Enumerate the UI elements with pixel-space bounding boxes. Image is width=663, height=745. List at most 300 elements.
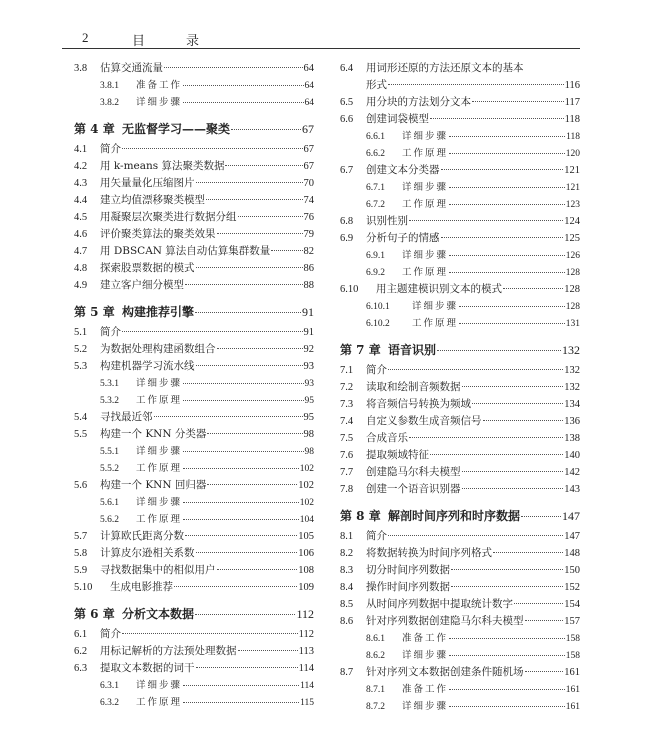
entry-page-number: 147	[562, 509, 580, 523]
entry-title: 构建一个 KNN 回归器	[100, 479, 207, 491]
entry-title: 无监督学习——聚类	[122, 122, 231, 136]
entry-number: 5.5.1	[100, 447, 119, 457]
entry-number: 3.8.2	[100, 98, 119, 108]
entry-title: 准备工作	[402, 684, 449, 695]
entry-page-number: 131	[565, 319, 580, 329]
entry-page-number: 93	[304, 379, 314, 389]
toc-section-entry[interactable]	[340, 664, 580, 681]
entry-number: 6.1	[74, 629, 88, 640]
entry-number: 5.7	[74, 531, 88, 542]
entry-title: 解剖时间序列和时序数据	[388, 509, 521, 523]
toc-section-entry[interactable]	[340, 162, 580, 179]
entry-number: 5.5.2	[100, 464, 119, 474]
entry-page-number: 98	[303, 429, 314, 440]
entry-page-number: 79	[303, 229, 314, 240]
page-header	[62, 26, 580, 49]
entry-number: 4.9	[74, 280, 88, 291]
dot-leader	[122, 139, 303, 149]
toc-subsection-entry[interactable]	[340, 179, 580, 196]
entry-page-number: 132	[564, 365, 580, 376]
entry-page-number: 67	[302, 122, 314, 136]
entry-page-number: 102	[299, 464, 314, 474]
entry-page-number: 95	[304, 396, 314, 406]
entry-number: 5.4	[74, 412, 88, 423]
toc-subsection-entry[interactable]	[74, 677, 314, 694]
entry-number: 8.7	[340, 667, 354, 678]
entry-page-number: 142	[564, 467, 580, 478]
entry-page-number: 67	[303, 161, 314, 172]
entry-page-number: 112	[296, 607, 314, 621]
entry-page-number: 92	[303, 344, 314, 355]
toc-section-entry[interactable]	[340, 281, 580, 298]
toc-section-entry[interactable]	[74, 426, 314, 443]
entry-title: 计算欧氏距离分数	[100, 530, 184, 542]
entry-page-number: 147	[564, 531, 580, 542]
entry-title: 为数据处理构建函数组合	[100, 343, 216, 355]
entry-page-number: 64	[303, 63, 314, 74]
entry-page-number: 118	[566, 132, 580, 142]
dot-leader	[459, 297, 565, 307]
entry-title: 将音频信号转换为频域	[366, 398, 471, 410]
dot-leader	[196, 658, 298, 668]
entry-number: 5.3.2	[100, 396, 119, 406]
entry-title: 创建文本分类器	[366, 164, 440, 176]
dot-leader	[472, 394, 563, 404]
toc-subsection-entry[interactable]	[340, 630, 580, 647]
dot-leader	[449, 629, 565, 639]
toc-section-entry[interactable]	[74, 477, 314, 494]
toc-section-entry[interactable]	[340, 481, 580, 498]
entry-page-number: 114	[300, 681, 314, 691]
dot-leader	[441, 160, 564, 170]
entry-page-number: 138	[564, 433, 580, 444]
dot-leader	[195, 603, 295, 615]
dot-leader	[183, 493, 299, 503]
dot-leader	[521, 505, 561, 517]
dot-leader	[207, 475, 297, 485]
entry-page-number: 113	[298, 646, 314, 657]
entry-number: 第 5 章	[74, 305, 115, 319]
entry-number: 8.7.1	[366, 685, 385, 695]
entry-title: 语音识别	[388, 343, 437, 357]
entry-number: 6.9	[340, 233, 354, 244]
entry-title: 工作原理	[402, 267, 449, 278]
entry-title: 识别性别	[366, 215, 408, 227]
dot-leader	[430, 109, 564, 119]
entry-page-number: 123	[565, 200, 580, 210]
entry-page-number: 98	[304, 447, 314, 457]
dot-leader	[449, 127, 565, 137]
dot-leader	[185, 526, 297, 536]
entry-title: 分析文本数据	[122, 607, 195, 621]
entry-title: 用凝聚层次聚类进行数据分组	[100, 211, 237, 223]
entry-title: 详细步骤	[402, 701, 449, 712]
entry-title: 构建推荐引擎	[122, 305, 195, 319]
toc-section-entry[interactable]	[340, 111, 580, 128]
entry-number: 6.2	[74, 646, 88, 657]
entry-number: 6.3.1	[100, 681, 119, 691]
entry-title: 详细步骤	[412, 301, 459, 312]
dot-leader	[154, 407, 303, 417]
toc-subsection-entry[interactable]	[74, 94, 314, 111]
entry-page-number: 132	[564, 382, 580, 393]
entry-title: 分析句子的情感	[366, 232, 440, 244]
entry-number: 4.7	[74, 246, 88, 257]
toc-section-entry[interactable]	[74, 660, 314, 677]
entry-page-number: 104	[299, 515, 314, 525]
entry-number: 5.1	[74, 327, 88, 338]
entry-page-number: 124	[564, 216, 580, 227]
entry-page-number: 161	[565, 702, 580, 712]
entry-number: 4.3	[74, 178, 88, 189]
entry-number: 6.5	[340, 97, 354, 108]
entry-title: 工作原理	[136, 514, 183, 525]
entry-number: 6.3.2	[100, 698, 119, 708]
toc-subsection-entry[interactable]	[74, 77, 314, 94]
dot-leader	[271, 241, 302, 251]
entry-number: 6.7.2	[366, 200, 385, 210]
entry-number: 8.5	[340, 599, 354, 610]
entry-title: 形式	[366, 79, 387, 91]
entry-number: 第 4 章	[74, 122, 115, 136]
entry-number: 第 8 章	[340, 509, 381, 523]
entry-number: 5.10	[74, 582, 93, 593]
entry-number: 7.5	[340, 433, 354, 444]
entry-title: 提取文本数据的词干	[100, 662, 195, 674]
toc-subsection-entry[interactable]	[74, 443, 314, 460]
entry-title: 准备工作	[136, 80, 183, 91]
dot-leader	[525, 611, 564, 621]
dot-leader	[183, 374, 303, 384]
entry-title: 针对序列数据创建隐马尔科夫模型	[366, 615, 524, 627]
entry-title: 操作时间序列数据	[366, 581, 450, 593]
entry-title: 详细步骤	[136, 680, 183, 691]
dot-leader	[122, 322, 303, 332]
entry-title: 构建一个 KNN 分类器	[100, 428, 207, 440]
entry-page-number: 154	[564, 599, 580, 610]
entry-title: 用主题建模识别文本的模式	[376, 283, 502, 295]
entry-title: 工作原理	[136, 395, 183, 406]
dot-leader	[183, 76, 303, 86]
entry-page-number: 74	[303, 195, 314, 206]
entry-title: 生成电影推荐	[110, 581, 173, 593]
dot-leader	[185, 275, 303, 285]
entry-title: 简介	[366, 530, 387, 542]
entry-title: 寻找数据集中的相似用户	[100, 564, 216, 576]
entry-page-number: 126	[565, 251, 580, 261]
dot-leader	[437, 339, 561, 351]
toc-subsection-entry[interactable]	[74, 375, 314, 392]
dot-leader	[183, 693, 299, 703]
dot-leader	[225, 156, 302, 166]
entry-page-number: 136	[564, 416, 580, 427]
entry-page-number: 115	[300, 698, 314, 708]
dot-leader	[462, 462, 564, 472]
entry-title: 详细步骤	[402, 182, 449, 193]
dot-leader	[388, 526, 563, 536]
entry-title: 详细步骤	[402, 650, 449, 661]
entry-page-number: 140	[564, 450, 580, 461]
entry-title: 详细步骤	[402, 250, 449, 261]
toc-section-entry[interactable]	[74, 277, 314, 294]
entry-page-number: 93	[303, 361, 314, 372]
dot-leader	[183, 510, 299, 520]
entry-page-number: 91	[303, 327, 314, 338]
entry-number: 5.5	[74, 429, 88, 440]
entry-number: 6.10.1	[366, 302, 390, 312]
entry-page-number: 106	[298, 548, 314, 559]
entry-page-number: 118	[564, 114, 580, 125]
entry-number: 7.2	[340, 382, 354, 393]
page-number: 2	[82, 30, 89, 45]
toc-subsection-entry[interactable]	[74, 694, 314, 711]
entry-number: 6.3	[74, 663, 88, 674]
entry-number: 4.1	[74, 144, 88, 155]
entry-page-number: 125	[564, 233, 580, 244]
dot-leader	[409, 211, 563, 221]
entry-number: 5.3.1	[100, 379, 119, 389]
entry-number: 5.3	[74, 361, 88, 372]
dot-leader	[451, 560, 563, 570]
dot-leader	[483, 411, 564, 421]
dot-leader	[462, 377, 564, 387]
entry-number: 6.9.1	[366, 251, 385, 261]
toc-subsection-entry[interactable]	[340, 128, 580, 145]
dot-leader	[388, 360, 563, 370]
entry-title: 详细步骤	[136, 497, 183, 508]
toc-subsection-entry[interactable]	[74, 494, 314, 511]
entry-title: 创建隐马尔科夫模型	[366, 466, 461, 478]
dot-leader	[449, 246, 565, 256]
dot-leader	[196, 356, 303, 366]
toc-section-entry[interactable]	[340, 613, 580, 630]
entry-page-number: 132	[562, 343, 580, 357]
dot-leader	[449, 144, 565, 154]
toc-section-entry[interactable]	[74, 579, 314, 596]
toc-subsection-entry[interactable]	[340, 247, 580, 264]
entry-title: 工作原理	[412, 318, 459, 329]
entry-page-number: 128	[564, 284, 580, 295]
entry-title: 用 DBSCAN 算法自动估算集群数量	[100, 245, 271, 257]
dot-leader	[183, 459, 299, 469]
dot-leader	[409, 428, 563, 438]
entry-title: 计算皮尔逊相关系数	[100, 547, 195, 559]
dot-leader	[451, 577, 563, 587]
entry-number: 8.6.1	[366, 634, 385, 644]
dot-leader	[238, 641, 298, 651]
dot-leader	[472, 92, 564, 102]
entry-title: 从时间序列数据中提取统计数字	[366, 598, 513, 610]
entry-page-number: 116	[564, 80, 580, 91]
entry-title: 用矢量量化压缩图片	[100, 177, 195, 189]
toc-section-entry[interactable]	[74, 358, 314, 375]
entry-number: 5.9	[74, 565, 88, 576]
dot-leader	[196, 258, 303, 268]
entry-title: 详细步骤	[136, 378, 183, 389]
entry-title: 创建词袋模型	[366, 113, 429, 125]
entry-title: 简介	[100, 326, 121, 338]
toc-subsection-entry[interactable]	[340, 698, 580, 715]
entry-number: 5.6	[74, 480, 88, 491]
toc-chapter-entry[interactable]	[340, 504, 580, 528]
dot-leader	[217, 224, 303, 234]
entry-page-number: 120	[565, 149, 580, 159]
entry-page-number: 148	[564, 548, 580, 559]
toc-chapter-entry[interactable]	[74, 602, 314, 626]
entry-page-number: 64	[304, 81, 314, 91]
entry-number: 8.2	[340, 548, 354, 559]
entry-page-number: 102	[299, 498, 314, 508]
entry-title: 读取和绘制音频数据	[366, 381, 461, 393]
entry-page-number: 143	[564, 484, 580, 495]
entry-title: 建立均值漂移聚类模型	[100, 194, 205, 206]
dot-leader	[183, 676, 299, 686]
entry-page-number: 117	[564, 97, 580, 108]
running-title: 目 录	[132, 34, 214, 49]
entry-page-number: 82	[303, 246, 314, 257]
dot-leader	[525, 59, 580, 68]
dot-leader	[449, 697, 565, 707]
entry-number: 5.6.2	[100, 515, 119, 525]
entry-number: 8.6	[340, 616, 354, 627]
entry-number: 5.6.1	[100, 498, 119, 508]
entry-title: 工作原理	[402, 148, 449, 159]
entry-number: 7.6	[340, 450, 354, 461]
entry-title: 工作原理	[136, 697, 183, 708]
entry-title: 构建机器学习流水线	[100, 360, 195, 372]
toc-subsection-entry[interactable]	[340, 681, 580, 698]
entry-page-number: 152	[564, 582, 580, 593]
entry-page-number: 67	[303, 144, 314, 155]
entry-title: 评价聚类算法的聚类效果	[100, 228, 216, 240]
dot-leader	[449, 195, 565, 205]
dot-leader	[449, 178, 565, 188]
entry-page-number: 121	[564, 165, 580, 176]
entry-number: 4.6	[74, 229, 88, 240]
dot-leader	[196, 543, 298, 553]
entry-number: 4.5	[74, 212, 88, 223]
entry-number: 7.3	[340, 399, 354, 410]
dot-leader	[514, 594, 563, 604]
entry-page-number: 161	[564, 667, 580, 678]
dot-leader	[183, 93, 303, 103]
entry-number: 6.7	[340, 165, 354, 176]
entry-title: 详细步骤	[402, 131, 449, 142]
toc-chapter-entry[interactable]	[74, 117, 314, 141]
entry-number: 8.1	[340, 531, 354, 542]
entry-title: 详细步骤	[136, 97, 183, 108]
entry-title: 准备工作	[402, 633, 449, 644]
entry-number: 8.6.2	[366, 651, 385, 661]
entry-page-number: 112	[298, 629, 314, 640]
dot-leader	[206, 190, 303, 200]
entry-title: 详细步骤	[136, 446, 183, 457]
entry-page-number: 86	[303, 263, 314, 274]
dot-leader	[441, 228, 564, 238]
entry-number: 第 7 章	[340, 343, 381, 357]
entry-page-number: 70	[303, 178, 314, 189]
entry-title: 简介	[100, 143, 121, 155]
entry-title: 探索股票数据的模式	[100, 262, 195, 274]
entry-title: 提取频域特征	[366, 449, 429, 461]
entry-number: 3.8	[74, 63, 88, 74]
dot-leader	[217, 339, 303, 349]
dot-leader	[493, 543, 563, 553]
entry-page-number: 76	[303, 212, 314, 223]
entry-title: 用标记解析的方法预处理数据	[100, 645, 237, 657]
entry-page-number: 158	[565, 651, 580, 661]
entry-page-number: 95	[303, 412, 314, 423]
entry-number: 4.2	[74, 161, 88, 172]
toc-chapter-entry[interactable]	[340, 338, 580, 362]
entry-number: 6.10.2	[366, 319, 390, 329]
entry-title: 建立客户细分模型	[100, 279, 184, 291]
entry-page-number: 161	[565, 685, 580, 695]
entry-title: 用词形还原的方法还原文本的基本	[366, 62, 524, 74]
dot-leader	[459, 314, 565, 324]
entry-number: 7.8	[340, 484, 354, 495]
dot-leader	[207, 424, 302, 434]
entry-page-number: 150	[564, 565, 580, 576]
toc-left-column	[74, 60, 314, 711]
entry-number: 6.4	[340, 63, 354, 74]
dot-leader	[217, 560, 298, 570]
entry-title: 寻找最近邻	[100, 411, 153, 423]
dot-leader	[195, 301, 301, 313]
entry-number: 6.6.2	[366, 149, 385, 159]
entry-page-number: 109	[298, 582, 314, 593]
entry-number: 5.2	[74, 344, 88, 355]
dot-leader	[122, 624, 298, 634]
toc-chapter-entry[interactable]	[74, 300, 314, 324]
toc-subsection-entry[interactable]	[340, 298, 580, 315]
entry-page-number: 102	[298, 480, 314, 491]
entry-title: 简介	[366, 364, 387, 376]
entry-page-number: 105	[298, 531, 314, 542]
dot-leader	[449, 263, 565, 273]
dot-leader	[449, 680, 565, 690]
entry-number: 3.8.1	[100, 81, 119, 91]
entry-title: 工作原理	[402, 199, 449, 210]
entry-number: 6.6	[340, 114, 354, 125]
entry-page-number: 128	[565, 302, 580, 312]
entry-title: 切分时间序列数据	[366, 564, 450, 576]
dot-leader	[238, 207, 303, 217]
entry-title: 合成音乐	[366, 432, 408, 444]
dot-leader	[196, 173, 303, 183]
entry-page-number: 91	[302, 305, 314, 319]
entry-number: 8.4	[340, 582, 354, 593]
entry-page-number: 108	[298, 565, 314, 576]
toc-section-entry[interactable]	[74, 60, 314, 77]
entry-title: 自定义参数生成音频信号	[366, 415, 482, 427]
entry-number: 7.4	[340, 416, 354, 427]
entry-number: 5.8	[74, 548, 88, 559]
toc-subsection-entry[interactable]	[340, 315, 580, 332]
dot-leader	[174, 577, 297, 587]
dot-leader	[430, 445, 563, 455]
entry-page-number: 128	[565, 268, 580, 278]
entry-page-number: 157	[564, 616, 580, 627]
entry-title: 估算交通流量	[100, 62, 163, 74]
entry-title: 针对序列文本数据创建条件随机场	[366, 666, 524, 678]
toc-right-column	[340, 60, 580, 715]
entry-number: 8.3	[340, 565, 354, 576]
dot-leader	[449, 646, 565, 656]
toc-section-entry[interactable]	[340, 230, 580, 247]
dot-leader	[164, 58, 303, 68]
entry-number: 6.6.1	[366, 132, 385, 142]
